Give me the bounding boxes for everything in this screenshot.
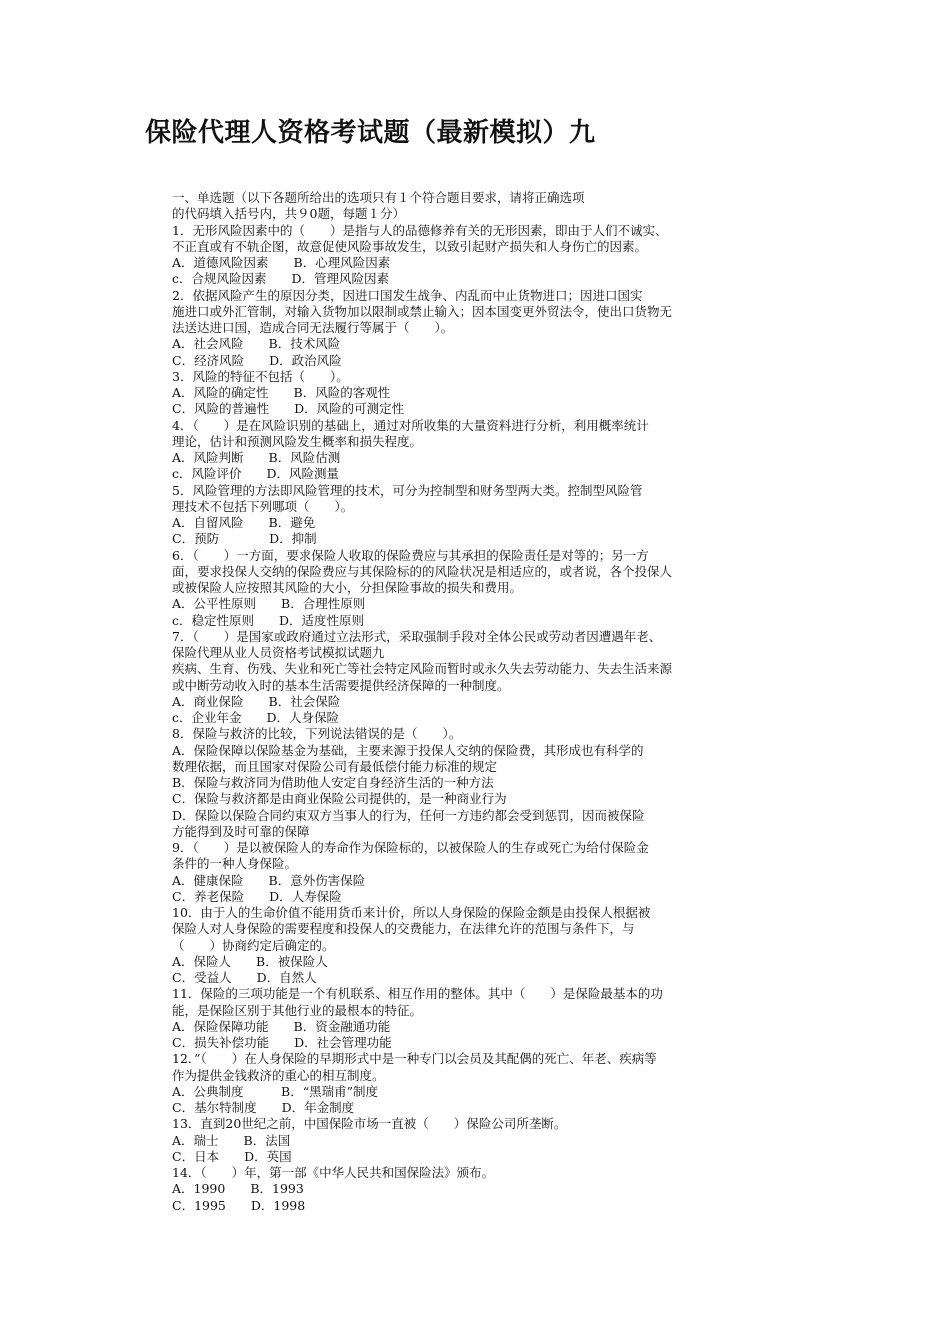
text-line: 6．（ ）一方面，要求保险人收取的保险费应与其承担的保险责任是对等的；另一方 <box>172 547 649 563</box>
text-line: 方能得到及时可靠的保障 <box>172 823 310 839</box>
text-line: A．保险保障功能 B．资金融通功能 <box>172 1018 391 1034</box>
text-line: 能，是保险区别于其他行业的最根本的特征。 <box>172 1002 423 1018</box>
text-line: 2．依据风险产生的原因分类，因进口国发生战争、内乱而中止货物进口；因进口国实 <box>172 287 643 303</box>
text-line: c．合规风险因素 D．管理风险因素 <box>172 271 390 287</box>
text-line: c．风险评价 D．风险测量 <box>172 466 340 482</box>
text-line: c．稳定性原则 D．适度性原则 <box>172 612 365 628</box>
text-line: 数理依据，而且国家对保险公司有最低偿付能力标准的规定 <box>172 758 498 774</box>
text-line: C．损失补偿功能 D．社会管理功能 <box>172 1035 392 1050</box>
text-line: 作为提供金钱救济的重心的相互制度。 <box>172 1067 385 1083</box>
text-line: 或中断劳动收入时的基本生活需要提供经济保障的一种制度。 <box>172 677 510 693</box>
text-line: A．道德风险因素 B．心理风险因素 <box>172 255 391 270</box>
text-line: C．基尔特制度 D．年金制度 <box>172 1100 355 1115</box>
text-line: C．养老保险 D．人寿保险 <box>172 888 342 904</box>
text-line: 9．（ ）是以被保险人的寿命作为保险标的，以被保险人的生存或死亡为给付保险金 <box>172 840 649 855</box>
text-line: 疾病、生育、伤残、失业和死亡等社会特定风险而暂时或永久失去劳动能力、失去生活来源 <box>172 661 673 677</box>
text-line: 的代码填入括号内，共９0题，每题１分） <box>172 206 405 222</box>
text-line: 一、单选题（以下各题所给出的选项只有１个符合题目要求，请将正确选项 <box>172 190 585 205</box>
text-line: A．健康保险 B．意外伤害保险 <box>172 872 366 888</box>
text-line: B．保险与救济同为借助他人安定自身经济生活的一种方法 <box>172 775 494 790</box>
text-line: （ ）协商约定后确定的。 <box>172 937 335 953</box>
text-line: 4．（ ）是在风险识别的基础上，通过对所收集的大量资料进行分析，利用概率统计 <box>172 417 649 433</box>
text-line: A．瑞士 B．法国 <box>172 1132 291 1148</box>
text-line: 8．保险与救济的比较，下列说法错误的是（ ）。 <box>172 726 462 742</box>
text-line: A．1990 B．1993 <box>172 1181 304 1197</box>
text-line: 10．由于人的生命价值不能用货币来计价，所以人身保险的保险金额是由投保人根据被 <box>172 905 651 920</box>
text-line: C．受益人 D．自然人 <box>172 970 317 985</box>
text-line: C．日本 D．英国 <box>172 1148 292 1164</box>
text-line: 不正直或有不轨企图，故意促使风险事故发生，以致引起财产损失和人身伤亡的因素。 <box>172 238 648 254</box>
document-body <box>172 190 772 1214</box>
text-line: 7．（ ）是国家或政府通过立法形式，采取强制手段对全体公民或劳动者因遭遇年老、 <box>172 628 662 644</box>
text-line: 施进口或外汇管制，对输入货物加以限制或禁止输入；因本国变更外贸法令，使出口货物无 <box>172 303 673 319</box>
text-line: A．风险的确定性 B．风险的客观性 <box>172 385 391 400</box>
text-line: 面，要求投保人交纳的保险费应与其保险标的的风险状况是相适应的，或者说，各个投保人 <box>172 563 673 579</box>
text-line: c．企业年金 D．人身保险 <box>172 710 340 725</box>
text-line: 条件的一种人身保险。 <box>172 856 298 872</box>
text-line: C．经济风险 D．政治风险 <box>172 352 342 368</box>
text-line: A．风险判断 B．风险估测 <box>172 450 341 465</box>
text-line: 保险代理从业人员资格考试模拟试题九 <box>172 645 385 660</box>
text-line: 法送达进口国，造成合同无法履行等属于（ ）。 <box>172 320 454 335</box>
text-line: 13．直到20世纪之前，中国保险市场一直被（ ）保险公司所垄断。 <box>172 1116 567 1132</box>
text-line: A．公典制度 B．“黑瑞甫”制度 <box>172 1083 378 1099</box>
text-line: C．预防 D．抑制 <box>172 531 317 547</box>
text-line: 或被保险人应按照其风险的大小，分担保险事故的损失和费用。 <box>172 580 523 595</box>
text-line: 3．风险的特征不包括（ ）。 <box>172 368 349 384</box>
text-line: 理论，估计和预测风险发生概率和损失程度。 <box>172 433 423 449</box>
text-line: 1．无形风险因素中的（ ）是指与人的品德修养有关的无形因素，即由于人们不诚实、 <box>172 222 668 238</box>
text-line: C．1995 D．1998 <box>172 1197 306 1213</box>
text-line: C．保险与救济都是由商业保险公司提供的，是一种商业行为 <box>172 791 507 807</box>
text-line: 12．”（ ）在人身保险的早期形式中是一种专门以会员及其配偶的死亡、年老、疾病等 <box>172 1051 657 1067</box>
text-line: 理技术不包括下列哪项（ ）。 <box>172 498 354 514</box>
text-line: 14．（ ）年，第一部《中华人民共和国保险法》颁布。 <box>172 1165 495 1180</box>
text-line: A．保险保障以保险基金为基础，主要来源于投保人交纳的保险费，其形成也有科学的 <box>172 742 644 758</box>
text-line: 11．保险的三项功能是一个有机联系、相互作用的整体。其中（ ）是保险最基本的功 <box>172 986 663 1002</box>
text-line: 保险人对人身保险的需要程度和投保人的交费能力，在法律允许的范围与条件下，与 <box>172 921 635 937</box>
document-title: 保险代理人资格考试题（最新模拟）九 <box>145 118 596 148</box>
text-line: 5．风险管理的方法即风险管理的技术，可分为控制型和财务型两大类。控制型风险管 <box>172 482 643 498</box>
text-line: A．保险人 B．被保险人 <box>172 953 328 969</box>
text-line: A．自留风险 B．避免 <box>172 515 316 530</box>
text-line: C．风险的普遍性 D．风险的可测定性 <box>172 401 405 417</box>
text-line: D．保险以保险合同约束双方当事人的行为，任何一方违约都会受到惩罚，因而被保险 <box>172 807 645 823</box>
text-line: A．商业保险 B．社会保险 <box>172 693 341 709</box>
text-line: A．社会风险 B．技术风险 <box>172 336 341 352</box>
text-line: A．公平性原则 B．合理性原则 <box>172 596 366 612</box>
